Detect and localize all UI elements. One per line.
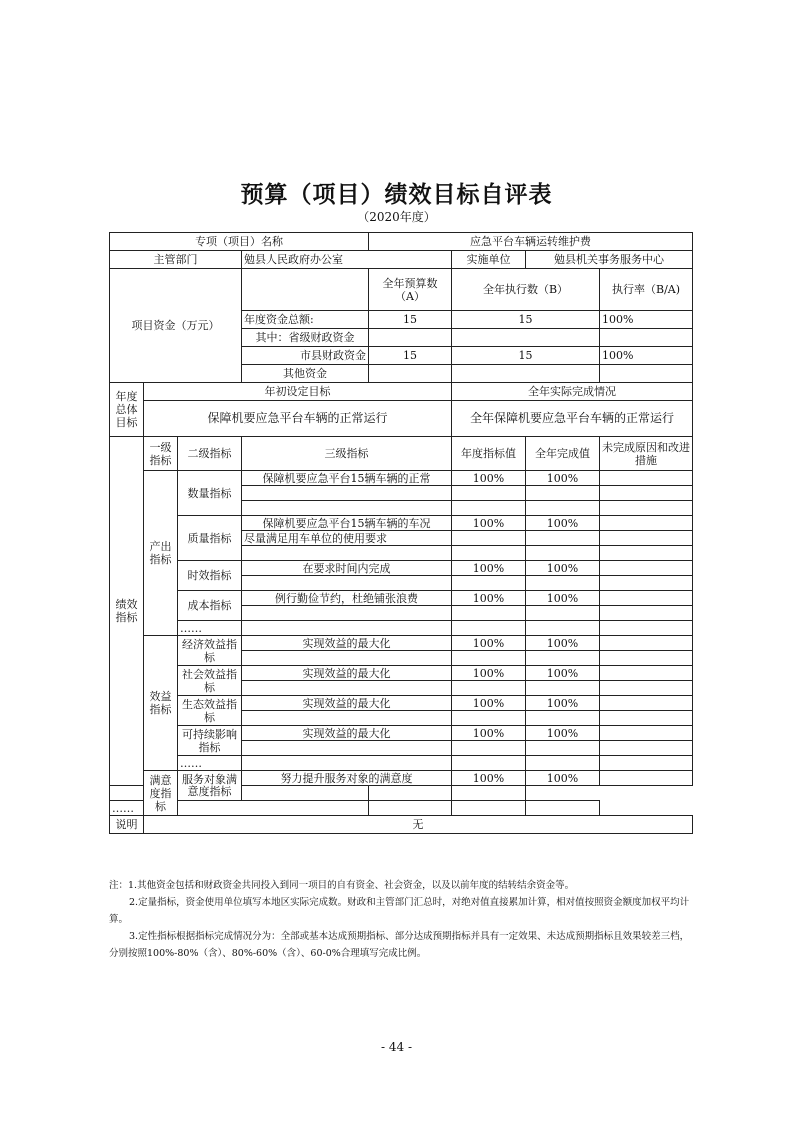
funds-row-rate: 100% (600, 311, 693, 329)
funds-label: 项目资金（万元） (110, 269, 242, 383)
reason-cell (600, 771, 693, 786)
actual-cell: 100% (526, 516, 600, 531)
funds-row-budget: 15 (369, 347, 452, 365)
target-cell: 100% (452, 771, 526, 786)
goals-actual: 全年保障机要应急平台车辆的正常运行 (452, 401, 693, 437)
funds-row-exec: 15 (452, 347, 600, 365)
timeliness-label: 时效指标 (178, 561, 242, 591)
l3-cell: 努力提升服务对象的满意度 (242, 771, 452, 786)
target-cell: 100% (452, 696, 526, 711)
col-l3: 三级指标 (242, 437, 452, 471)
goals-row (110, 401, 693, 437)
col-l2: 二级指标 (178, 437, 242, 471)
funds-col-budget: 全年预算数（A） (369, 269, 452, 311)
reason-cell (600, 726, 693, 741)
reason-cell (600, 561, 693, 576)
quality-label: 质量指标 (178, 516, 242, 561)
actual-cell: 100% (526, 636, 600, 651)
satisfaction-label: 满意度指标 (144, 771, 178, 816)
l3-cell: 实现效益的最大化 (242, 666, 452, 681)
funds-row-rate: 100% (600, 347, 693, 365)
table-row (110, 561, 693, 576)
funds-row-name: 其他资金 (242, 365, 369, 383)
target-cell: 100% (452, 591, 526, 606)
reason-cell (600, 696, 693, 711)
goals-label: 年度总体目标 (110, 383, 144, 437)
reason-cell (600, 471, 693, 486)
funds-row-budget (369, 329, 452, 347)
funds-header-row (110, 269, 693, 311)
actual-cell: 100% (526, 696, 600, 711)
ecological-label: 生态效益指标 (178, 696, 242, 726)
indicator-header-row (110, 437, 693, 471)
col-reason: 未完成原因和改进措施 (600, 437, 693, 471)
funds-row-name: 年度资金总额: (242, 311, 369, 329)
funds-row-rate (600, 329, 693, 347)
table-row (110, 666, 693, 681)
output-label: 产出指标 (144, 471, 178, 636)
project-name-row (110, 233, 693, 251)
l3-cell: 保障机要应急平台15辆车辆的正常 (242, 471, 452, 486)
target-cell: 100% (452, 666, 526, 681)
remark-row (110, 816, 693, 834)
funds-row-exec (452, 329, 600, 347)
service-satisfaction-label: 服务对象满意度指标 (178, 771, 242, 801)
table-row (110, 801, 693, 816)
funds-row-name: 其中：省级财政资金 (242, 329, 369, 347)
funds-col-exec: 全年执行数（B） (452, 269, 600, 311)
reason-cell (600, 516, 693, 531)
funds-col-rate: 执行率（B/A) (600, 269, 693, 311)
l3-cell: 在要求时间内完成 (242, 561, 452, 576)
project-name-label: 专项（项目）名称 (110, 233, 369, 251)
social-label: 社会效益指标 (178, 666, 242, 696)
economic-label: 经济效益指标 (178, 636, 242, 666)
l3-cell: 例行勤俭节约，杜绝铺张浪费 (242, 591, 452, 606)
l3-cell: 实现效益的最大化 (242, 726, 452, 741)
project-name-value: 应急平台车辆运转维护费 (369, 233, 693, 251)
l3-cell: 实现效益的最大化 (242, 636, 452, 651)
table-row (110, 516, 693, 531)
department-row (110, 251, 693, 269)
page-number: - 44 - (380, 1040, 412, 1054)
target-cell: 100% (452, 561, 526, 576)
effect-label: 效益指标 (144, 636, 178, 771)
target-cell: 100% (452, 726, 526, 741)
funds-row-rate (600, 365, 693, 383)
actual-cell: 100% (526, 591, 600, 606)
table-row (110, 471, 693, 486)
impl-label: 实施单位 (452, 251, 526, 269)
note-1: 注：1.其他资金包括和财政资金共同投入到同一项目的自有资金、社会资金，以及以前年度的结转结余资金等。 (109, 880, 575, 891)
goals-set-label: 年初设定目标 (144, 383, 452, 401)
table-row (110, 591, 693, 606)
table-row (110, 756, 693, 771)
note-2: 2.定量指标，资金使用单位填写本地区实际完成数。财政和主管部门汇总时，对绝对值直接累加计算，相对值按照资金额度加权平均计算。 (109, 897, 690, 925)
table-row (110, 621, 693, 636)
funds-row-budget: 15 (369, 311, 452, 329)
quantity-label: 数量指标 (178, 471, 242, 516)
funds-row-name: 市县财政资金 (242, 347, 369, 365)
goals-set: 保障机要应急平台车辆的正常运行 (144, 401, 452, 437)
l3-cell: 保障机要应急平台15辆车辆的车况 (242, 516, 452, 531)
target-cell: 100% (452, 636, 526, 651)
funds-row-exec (452, 365, 600, 383)
dept-label: 主管部门 (110, 251, 242, 269)
col-l1: 一级指标 (144, 437, 178, 471)
actual-cell: 100% (526, 561, 600, 576)
funds-blank (242, 269, 369, 311)
ellipsis: …… (110, 801, 144, 816)
l3-cell: 实现效益的最大化 (242, 696, 452, 711)
ellipsis: …… (178, 756, 242, 771)
l3-cell: 尽量满足用车单位的使用要求 (242, 531, 452, 546)
table-row (110, 771, 693, 786)
self-evaluation-table (109, 232, 693, 834)
impl-value: 勉县机关事务服务中心 (526, 251, 693, 269)
reason-cell (600, 666, 693, 681)
actual-cell: 100% (526, 726, 600, 741)
dept-value: 勉县人民政府办公室 (242, 251, 452, 269)
table-row (110, 726, 693, 741)
table-row (110, 636, 693, 651)
sustainable-label: 可持续影响指标 (178, 726, 242, 756)
indicators-label: 绩效指标 (110, 437, 144, 786)
table-row (110, 696, 693, 711)
cost-label: 成本指标 (178, 591, 242, 621)
target-cell: 100% (452, 516, 526, 531)
remark-label: 说明 (110, 816, 144, 834)
actual-cell: 100% (526, 666, 600, 681)
actual-cell: 100% (526, 771, 600, 786)
remark-value: 无 (144, 816, 693, 834)
ellipsis: …… (178, 621, 242, 636)
page-subtitle: （2020年度） (357, 210, 436, 224)
goals-actual-label: 全年实际完成情况 (452, 383, 693, 401)
note-3: 3.定性指标根据指标完成情况分为：全部或基本达成预期指标、部分达成预期指标并具有一定效果、未达成预期指标且效果较差三档，分别按照100%-80%（含）、80%-60%（含）、60-0%合理填写完成比例。 (109, 931, 690, 959)
col-target: 年度指标值 (452, 437, 526, 471)
funds-row-budget (369, 365, 452, 383)
goals-header-row (110, 383, 693, 401)
col-actual: 全年完成值 (526, 437, 600, 471)
notes (109, 877, 694, 962)
reason-cell (600, 636, 693, 651)
target-cell: 100% (452, 471, 526, 486)
actual-cell: 100% (526, 471, 600, 486)
page-title: 预算（项目）绩效目标自评表 (240, 181, 553, 208)
reason-cell (600, 591, 693, 606)
funds-row-exec: 15 (452, 311, 600, 329)
